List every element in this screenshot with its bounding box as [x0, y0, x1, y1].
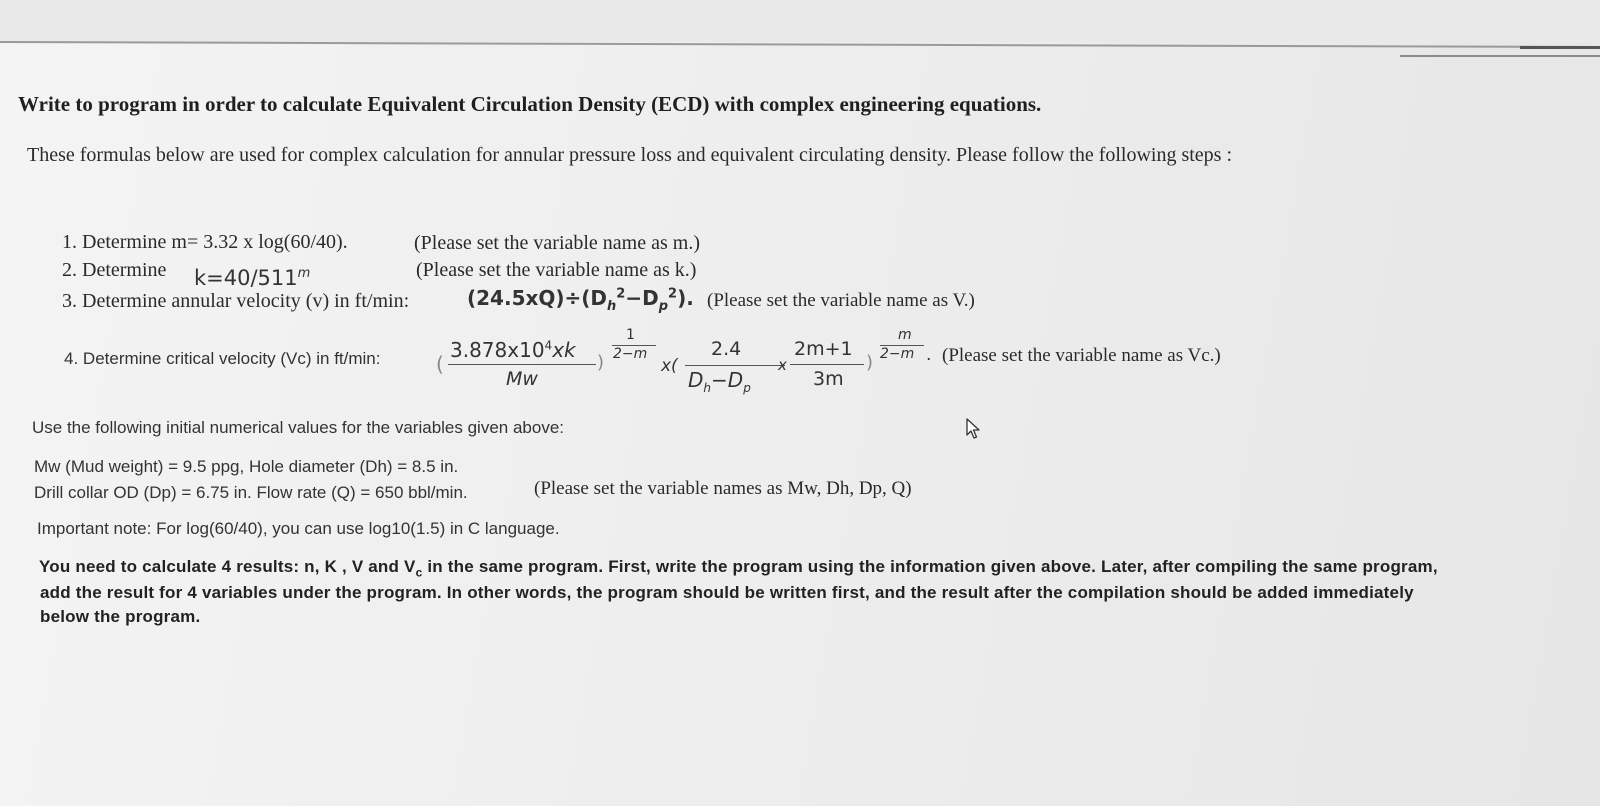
step-1-note: (Please set the variable name as m.)	[414, 232, 700, 254]
divider-right-dark	[1520, 46, 1600, 49]
step-number: 3.	[62, 290, 77, 312]
divider-right	[1400, 55, 1600, 57]
intro-text: These formulas below are used for complex calculation for annular pressure loss and equivalent circulating density. Please follow the following steps :	[27, 144, 1233, 166]
values-line-1: Mw (Mud weight) = 9.5 ppg, Hole diameter (Dh) = 8.5 in.	[34, 457, 459, 476]
values-intro: Use the following initial numerical values for the variables given above:	[32, 418, 565, 437]
step-4	[64, 349, 381, 369]
page-title: Write to program in order to calculate Equivalent Circulation Density (ECD) with complex engineering equations.	[18, 92, 1042, 116]
step-4-note: (Please set the variable name as Vc.)	[942, 345, 1221, 366]
step-1	[62, 231, 348, 254]
step-2	[62, 259, 166, 282]
important-note: Important note: For log(60/40), you can use log10(1.5) in C language.	[37, 519, 560, 538]
step-text: Determine m= 3.32 x log(60/40).	[82, 231, 348, 253]
formula-k: $k=40/511^m$	[194, 266, 311, 290]
step-text: Determine annular velocity (v) in ft/min:	[82, 290, 410, 312]
mouse-pointer-icon	[966, 418, 982, 445]
formula-v: $(24.5xQ)\div(D_h^2-D_p^2)$.	[467, 286, 694, 314]
step-3	[62, 290, 409, 313]
step-text: Determine critical velocity (Vc) in ft/min:	[82, 349, 381, 368]
step-3-note: (Please set the variable name as V.)	[707, 290, 975, 311]
task-line-3: below the program.	[40, 607, 201, 626]
task-line-1: You need to calculate 4 results: n, K , V and $V_c$ in the same program. First, write the program using the information given above. Later, after compiling the same program,	[39, 557, 1438, 580]
values-line-2-note: (Please set the variable names as Mw, Dh, Dp, Q)	[534, 478, 912, 499]
step-2-note: (Please set the variable name as k.)	[416, 259, 697, 281]
divider	[0, 41, 1600, 48]
top-bar	[0, 0, 1600, 42]
step-text: Determine	[82, 259, 167, 281]
step-number: 2.	[62, 259, 77, 281]
step-number: 1.	[62, 231, 77, 253]
step-number: 4.	[64, 349, 79, 368]
task-line-2: add the result for 4 variables under the program. In other words, the program should be written first, and the result after the compilation should be added immediately	[40, 583, 1414, 602]
values-line-2: Drill collar OD (Dp) = 6.75 in. Flow rate (Q) = 650 bbl/min.	[34, 483, 468, 502]
